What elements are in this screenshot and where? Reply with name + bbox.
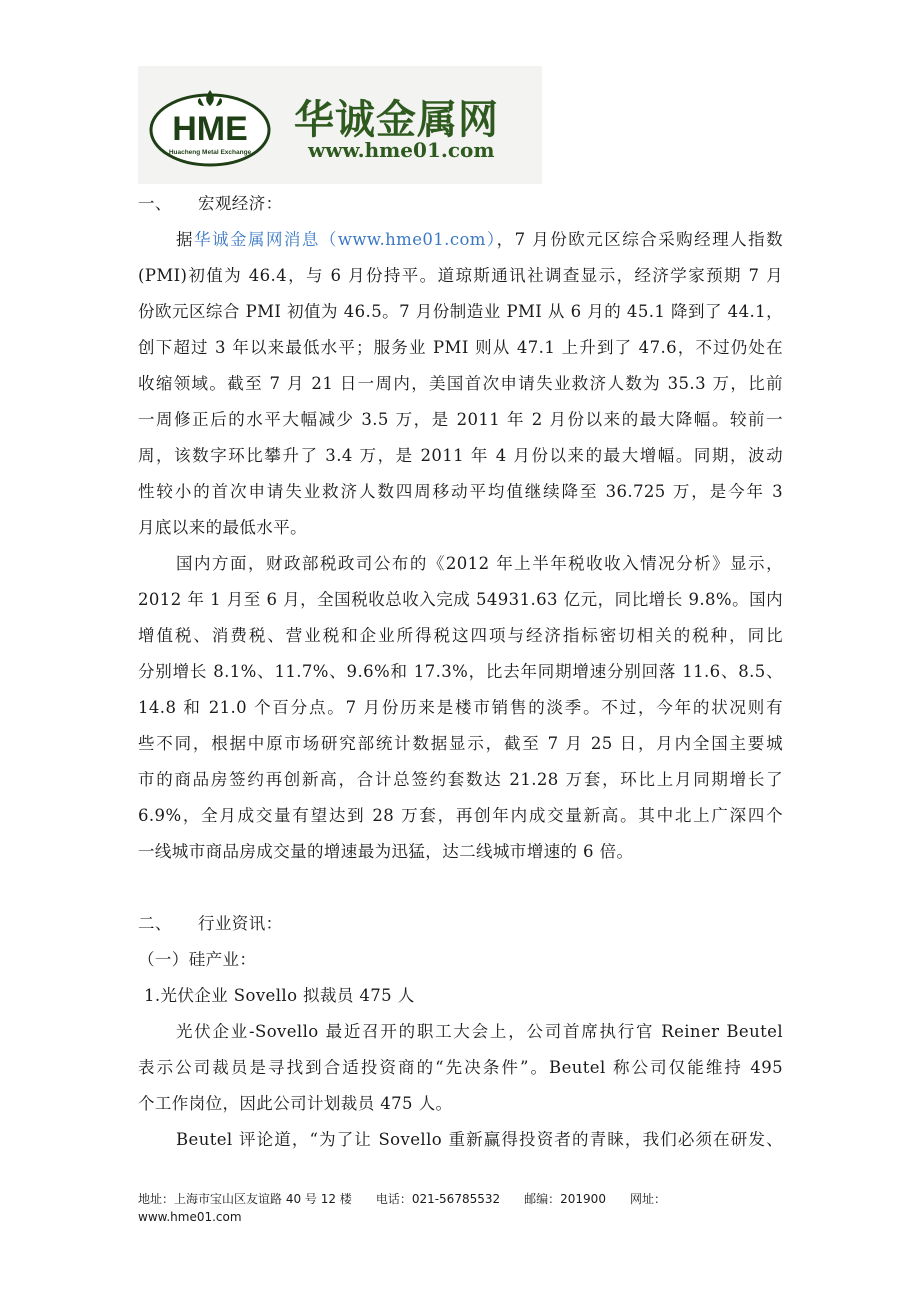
section-number: 一、: [138, 194, 172, 213]
section-heading-2: [138, 914, 783, 934]
section-title: 宏观经济：: [198, 194, 283, 213]
badge-text: HME: [172, 110, 248, 148]
footer-phone: 电话：021-56785532: [375, 1192, 501, 1206]
item-heading: 1.光伏企业 Sovello 拟裁员 475 人: [144, 986, 415, 1005]
paragraph-line: 周，该数字环比攀升了 3.4 万，是 2011 年 4 月份以来的最大增幅。同期，波动: [138, 446, 783, 465]
logo-title: 华诚金属网: [294, 97, 499, 143]
text-span: 据: [176, 230, 194, 249]
subsection-heading: （一）硅产业：: [138, 950, 257, 969]
footer-website-label: 网址：: [629, 1192, 666, 1206]
footer-address: 地址：上海市宝山区友谊路 40 号 12 楼: [138, 1192, 352, 1206]
paragraph-line: (PMI)初值为 46.4，与 6 月份持平。道琼斯通讯社调查显示，经济学家预期 7 月: [138, 266, 783, 285]
paragraph-line: 月底以来的最低水平。: [138, 518, 307, 537]
paragraph-line: 一周修正后的水平大幅减少 3.5 万，是 2011 年 2 月份以来的最大降幅。较前一: [138, 410, 783, 429]
logo-url: www.hme01.com: [308, 138, 495, 162]
paragraph-line: 增值税、消费税、营业税和企业所得税这四项与经济指标密切相关的税种，同比: [138, 626, 783, 645]
section-title: 行业资讯：: [198, 914, 283, 933]
paragraph-line: Beutel 评论道，“为了让 Sovello 重新赢得投资者的青睐，我们必须在研发、: [176, 1130, 783, 1149]
paragraph-line: 份欧元区综合 PMI 初值为 46.5。7 月份制造业 PMI 从 6 月的 45.1 降到了 44.1，: [138, 302, 783, 321]
paragraph-line: 创下超过 3 年以来最低水平；服务业 PMI 则从 47.1 上升到了 47.6，不过仍处在: [138, 338, 783, 357]
section-number: 二、: [138, 914, 172, 933]
paragraph-line: 表示公司裁员是寻找到合适投资商的“先决条件”。Beutel 称公司仅能维持 495: [138, 1058, 783, 1077]
paragraph-line: 国内方面，财政部税政司公布的《2012 年上半年税收收入情况分析》显示，: [176, 554, 783, 573]
hme-badge-icon: [148, 88, 272, 168]
paragraph-line: 一线城市商品房成交量的增速最为迅猛，达二线城市增速的 6 倍。: [138, 842, 634, 861]
section-heading-1: [138, 194, 783, 214]
paragraph-line: 14.8 和 21.0 个百分点。7 月份历来是楼市销售的淡季。不过，今年的状况则有: [138, 698, 783, 717]
paragraph-line: 性较小的首次申请失业救济人数四周移动平均值继续降至 36.725 万，是今年 3: [138, 482, 783, 501]
paragraph-line: 收缩领域。截至 7 月 21 日一周内，美国首次申请失业救济人数为 35.3 万，比前: [138, 374, 783, 393]
footer-website-link[interactable]: www.hme01.com: [138, 1210, 242, 1224]
text-span: ，7 月份欧元区综合采购经理人指数: [496, 230, 784, 249]
paragraph-line: [176, 230, 783, 250]
paragraph-line: 分别增长 8.1%、11.7%、9.6%和 17.3%，比去年同期增速分别回落 11.6、8.5、: [138, 662, 783, 681]
paragraph-line: 市的商品房签约再创新高，合计总签约套数达 21.28 万套，环比上月同期增长了: [138, 770, 783, 789]
source-link[interactable]: 华诚金属网消息（www.hme01.com）: [194, 230, 497, 249]
paragraph-line: 个工作岗位，因此公司计划裁员 475 人。: [138, 1094, 453, 1113]
page-footer: [138, 1190, 783, 1226]
badge-subtitle: Huacheng Metal Exchange: [168, 149, 252, 156]
paragraph-line: 6.9%，全月成交量有望达到 28 万套，再创年内成交量新高。其中北上广深四个: [138, 806, 783, 825]
paragraph-line: 光伏企业-Sovello 最近召开的职工大会上，公司首席执行官 Reiner Beutel: [176, 1022, 783, 1041]
logo-banner: [138, 66, 542, 184]
footer-postcode: 邮编：201900: [524, 1192, 606, 1206]
paragraph-line: 些不同，根据中原市场研究部统计数据显示，截至 7 月 25 日，月内全国主要城: [138, 734, 783, 753]
paragraph-line: 2012 年 1 月至 6 月，全国税收总收入完成 54931.63 亿元，同比增长 9.8%。国内: [138, 590, 783, 609]
